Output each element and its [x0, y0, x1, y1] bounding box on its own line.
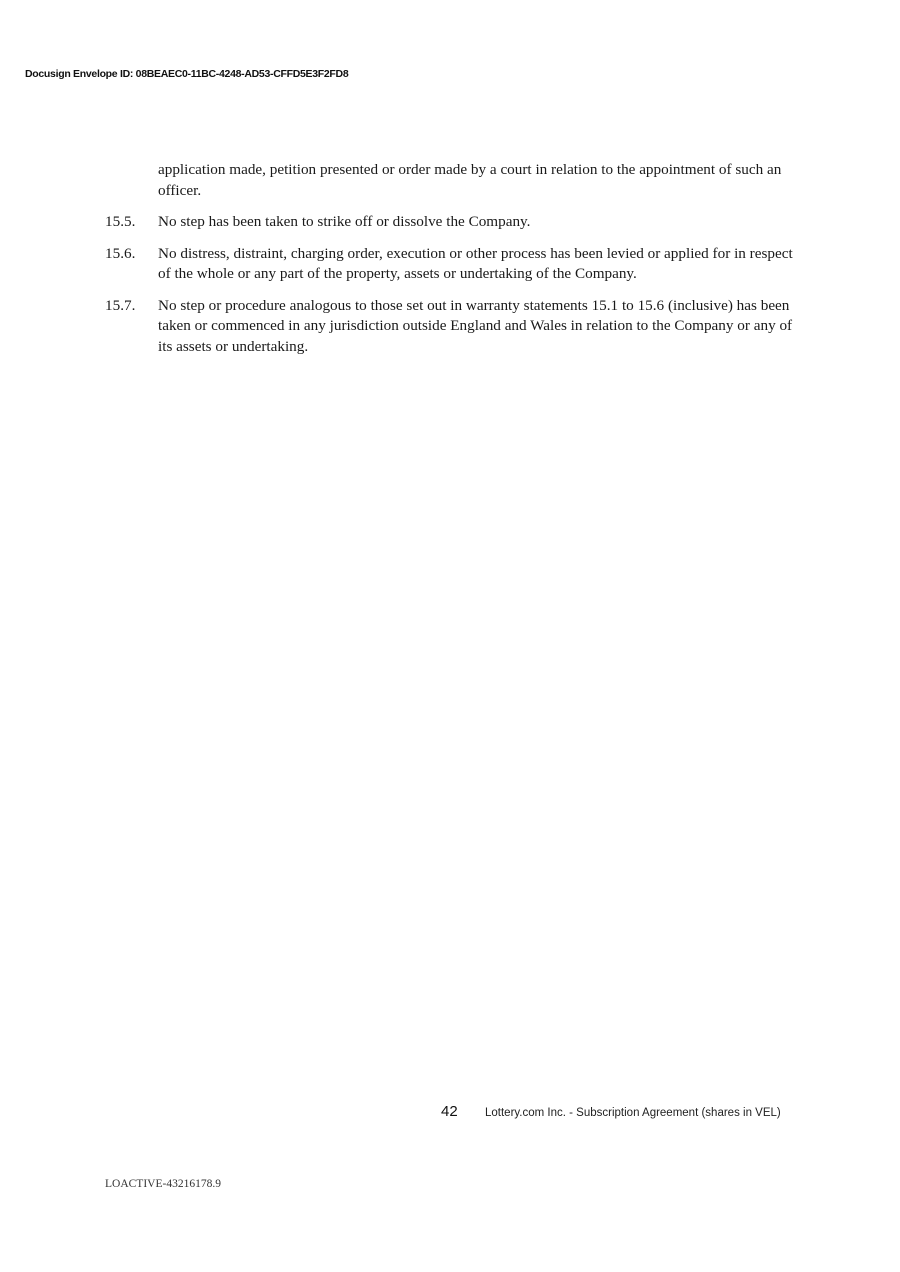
clause-15-7 — [105, 296, 795, 358]
page-footer — [441, 1103, 781, 1120]
document-reference: LOACTIVE-43216178.9 — [105, 1178, 221, 1190]
clause-text: No distress, distraint, charging order, execution or other process has been levied or applied for in respect of the whole or any part of the property, assets or undertaking of the Company. — [158, 244, 793, 282]
document-body — [105, 160, 795, 368]
clause-number: 15.7. — [105, 296, 136, 314]
page-number: 42 — [441, 1103, 458, 1120]
clause-number: 15.5. — [105, 213, 136, 230]
clause-15-5 — [105, 212, 795, 233]
continuation-paragraph: application made, petition presented or order made by a court in relation to the appointment of such an officer. — [158, 161, 782, 199]
clause-15-6 — [105, 244, 795, 285]
footer-document-title: Lottery.com Inc. - Subscription Agreement (shares in VEL) — [485, 1107, 781, 1119]
clause-text: No step has been taken to strike off or dissolve the Company. — [158, 213, 531, 230]
clause-text: No step or procedure analogous to those set out in warranty statements 15.1 to 15.6 (inclusive) has been taken or commenced in any jurisdiction outside England and Wales in relation to the Company or any of its assets or undertaking. — [158, 296, 793, 355]
docusign-envelope-id: Docusign Envelope ID: 08BEAEC0-11BC-4248-AD53-CFFD5E3F2FD8 — [25, 68, 349, 80]
clause-number: 15.6. — [105, 244, 136, 262]
